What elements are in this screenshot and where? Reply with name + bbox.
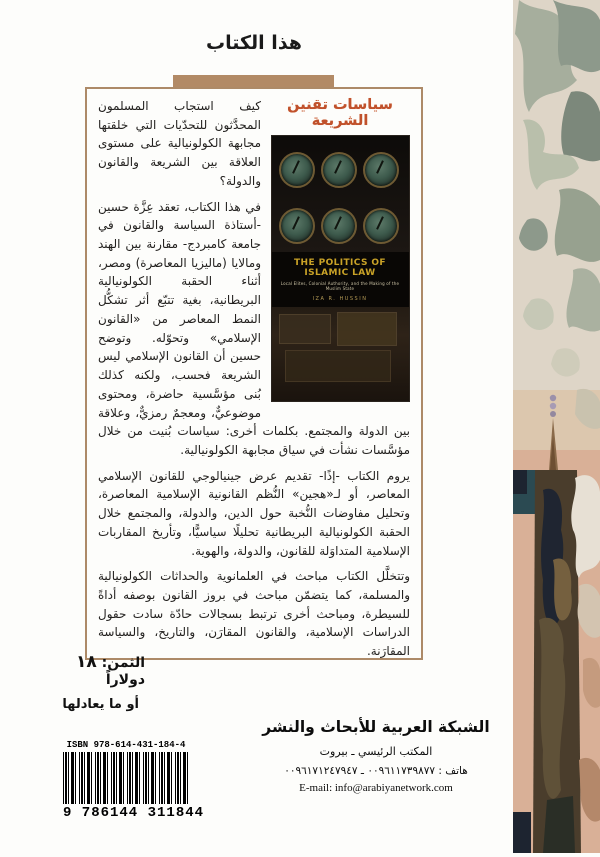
price-label: الثمن:	[101, 655, 145, 671]
about-book-box	[85, 87, 423, 660]
clock-face	[279, 152, 315, 188]
about-paragraph: كيف استجاب المسلمون المحدَّثون للتحدّيات التي خلقتها مجابهة الكولونيالية على مستوى العلاقة بين الشريعة والقانون والدولة؟	[98, 99, 261, 188]
accent-bar	[173, 75, 334, 87]
isbn-block	[63, 740, 205, 821]
clock-face	[279, 208, 315, 244]
price-line	[35, 652, 145, 688]
clock-face	[363, 208, 399, 244]
series-title: سياسات تقنين الشريعة	[287, 97, 393, 129]
clock-face	[321, 152, 357, 188]
cover-author: IZA R. HUSSIN	[312, 295, 368, 302]
clock-face	[321, 208, 357, 244]
page-title: هذا الكتاب	[206, 32, 302, 54]
cover-art-strip	[513, 0, 600, 853]
isbn-barcode	[63, 752, 189, 804]
cover-title-band	[272, 252, 409, 307]
isbn-digits: 9 786144 311844	[63, 805, 205, 821]
about-paragraph: وتتخلَّل الكتاب مباحث في العلمانوية والحداثات الكولونيالية والمسلمة، كما يتضمّن مباحث في بروز القانون بوصفه أداةً للسيطرة، ومباحث أخرى ترتبط بسجالات حادّة سادت حقول الدراسات الإسلامية، والقانون المقارَن، والتاريخ، والسياسة المقارَنة.	[98, 569, 410, 659]
abstract-art-image	[513, 0, 600, 853]
price-currency: دولاراً	[105, 672, 145, 688]
price-block	[35, 652, 145, 712]
isbn-label: ISBN 978-614-431-184-4	[66, 740, 186, 750]
publisher-office: المكتب الرئيسي ـ بيروت	[319, 745, 433, 758]
book-cover-thumbnail	[272, 136, 409, 401]
cover-tablet-photo	[272, 307, 409, 401]
cover-title: THE POLITICS OF ISLAMIC LAW	[294, 257, 386, 279]
publisher-block	[248, 718, 504, 794]
price-equivalent: أو ما يعادلها	[62, 697, 139, 712]
price-amount: ١٨	[76, 652, 97, 672]
cover-subtitle: Local Elites, Colonial Authority, and the Making of the Muslim State	[280, 280, 400, 291]
about-paragraph: في هذا الكتاب، تعقد عِزَّة حسين -أستاذة السياسة والقانون في جامعة كامبردج- مقارنة بين الهند ومالايا (ماليزيا المعاصرة) ومصر، أثناء الحقبة الكولونيالية البريطانية، بغية تتبّع أثر تشكُّل النمط المعاصر من «القانون الإسلامي» وتحوّله. وتوضح حسين أن القانون الإسلامي ليس الشريعة فحسب، ولكنه كذلك بُنى مؤسَّسية حاضرة، ومحتوى موضوعيٌّ، ومعجمٌ رمزيٌّ، وعلاقة بين الدولة والمجتمع. بكلمات أخرى: سياسات بُنيت من خلال مؤسَّسات نشأت في سياق مجابهة الكولونيالية.	[98, 199, 410, 457]
about-paragraph: يروم الكتاب -إذًا- تقديم عرض جينيالوجي للقانون الإسلامي المعاصر، أو لـ«هجين» النُّظم القانونية الإسلامية المعاصرة، وتحليل مفاوضات النُّخبة حول الدين، والدولة، والمجتمع خلال الحقبة الكولونيالية البريطانية تحليلًا سياسيًّا، وتأريخ المقاربات الإسلامية المتداوَلة للقانون، والدولة، والهوية.	[98, 468, 410, 558]
publisher-phone: هاتف : ٠٠٩٦١١٧٣٩٨٧٧ ـ ٠٠٩٦١٧١٢٤٧٩٤٧	[284, 765, 468, 777]
cover-clocks-photo	[272, 136, 409, 252]
cover-column	[270, 97, 410, 401]
publisher-name: الشبكة العربية للأبحاث والنشر	[262, 718, 490, 736]
clock-face	[363, 152, 399, 188]
publisher-email: E-mail: info@arabiyanetwork.com	[299, 782, 453, 794]
